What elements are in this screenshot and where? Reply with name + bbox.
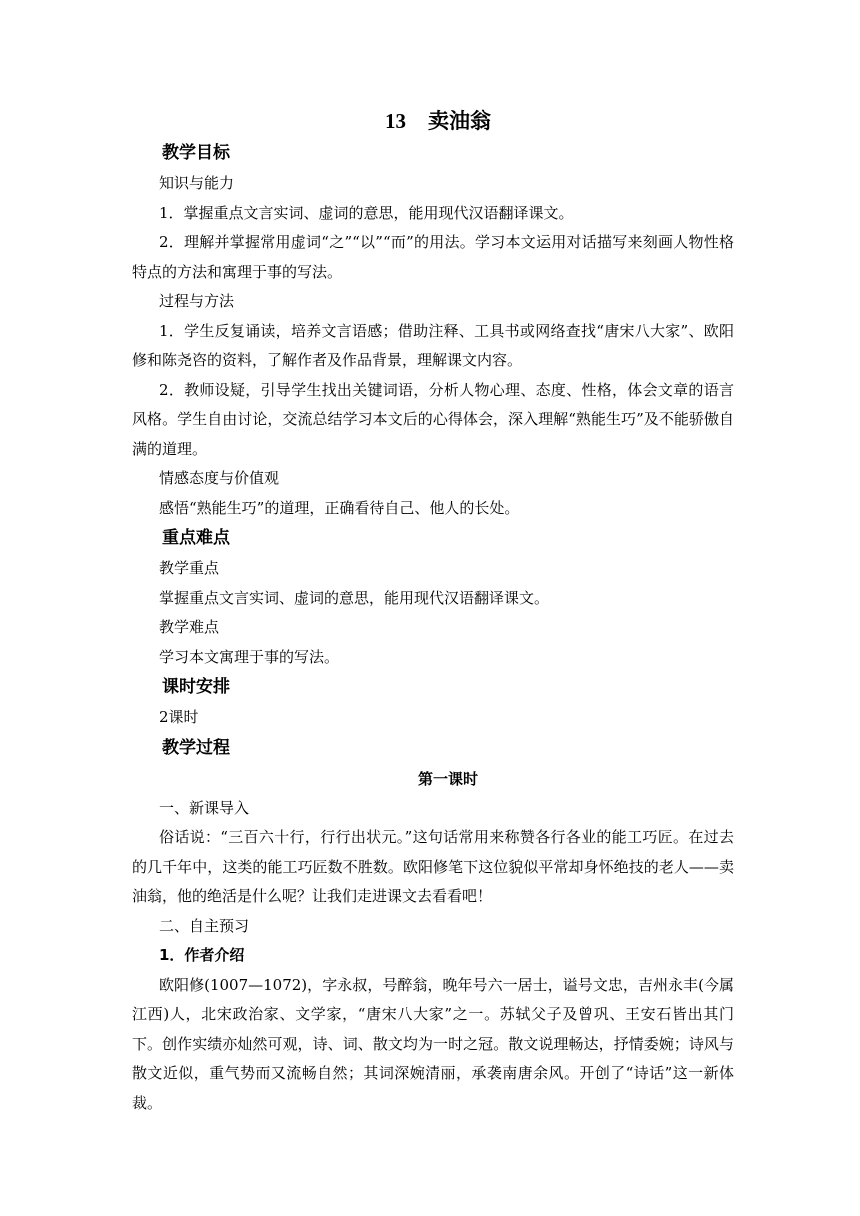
paragraph: 学习本文寓理于事的写法。 [159, 647, 340, 666]
paragraph: 俗话说：“三百六十行，行行出状元。”这句话常用来称赞各行各业的能工巧匠。在过去的几千年中，这类的能工巧匠数不胜数。欧阳修笔下这位貌似平常却身怀绝技的老人——卖油翁，他的绝活是什么呢？让我们走进课文去看看吧！ [132, 828, 734, 905]
paragraph: 掌握重点文言实词、虚词的意思，能用现代汉语翻译课文。 [159, 588, 550, 607]
subheading-intro: 一、新课导入 [159, 798, 250, 817]
lesson-title: 卖油翁 [428, 108, 491, 133]
lesson-number: 13 [385, 109, 406, 133]
paragraph: 2．教师设疑，引导学生找出关键词语，分析人物心理、态度、性格，体会文章的语言风格。学生自由讨论，交流总结学习本文后的心得体会，深入理解“熟能生巧”及不能骄傲自满的道理。 [132, 380, 734, 458]
section-heading-process: 教学过程 [162, 737, 230, 758]
page-title [142, 104, 734, 138]
subheading-author: 1．作者介绍 [159, 946, 245, 964]
subheading-difficulty: 教学难点 [159, 618, 220, 636]
section-heading-objectives: 教学目标 [162, 143, 230, 163]
subheading-knowledge: 知识与能力 [159, 174, 235, 192]
lesson-period-heading: 第一课时 [417, 769, 478, 788]
paragraph: 1．掌握重点文言实词、虚词的意思，能用现代汉语翻译课文。 [159, 203, 574, 222]
paragraph: 感悟“熟能生巧”的道理，正确看待自己、他人的长处。 [159, 498, 520, 517]
subheading-preview: 二、自主预习 [159, 916, 250, 935]
paragraph: 2课时 [159, 708, 199, 726]
subheading-process: 过程与方法 [159, 292, 235, 310]
subheading-focus: 教学重点 [159, 559, 220, 577]
section-heading-key-points: 重点难点 [162, 528, 230, 548]
subheading-values: 情感态度与价值观 [159, 469, 280, 487]
paragraph: 2．理解并掌握常用虚词“之”“以”“而”的用法。学习本文运用对话描写来刻画人物性格特点的方法和寓理于事的写法。 [132, 233, 734, 281]
paragraph: 欧阳修(1007—1072)，字永叔，号醉翁，晚年号六一居士，谥号文忠，吉州永丰(今属江西)人，北宋政治家、文学家，“唐宋八大家”之一。苏轼父子及曾巩、王安石皆出其门下。创作实绩亦灿然可观，诗、词、散文均为一时之冠。散文说理畅达，抒情委婉；诗风与散文近似，重气势而又流畅自然；其词深婉清丽，承袭南唐余风。开创了“诗话”这一新体裁。 [132, 975, 734, 1112]
section-heading-schedule: 课时安排 [162, 677, 230, 697]
paragraph: 1．学生反复诵读，培养文言语感；借助注释、工具书或网络查找“唐宋八大家”、欧阳修和陈尧咨的资料，了解作者及作品背景，理解课文内容。 [132, 321, 734, 369]
document-content [132, 104, 734, 1118]
